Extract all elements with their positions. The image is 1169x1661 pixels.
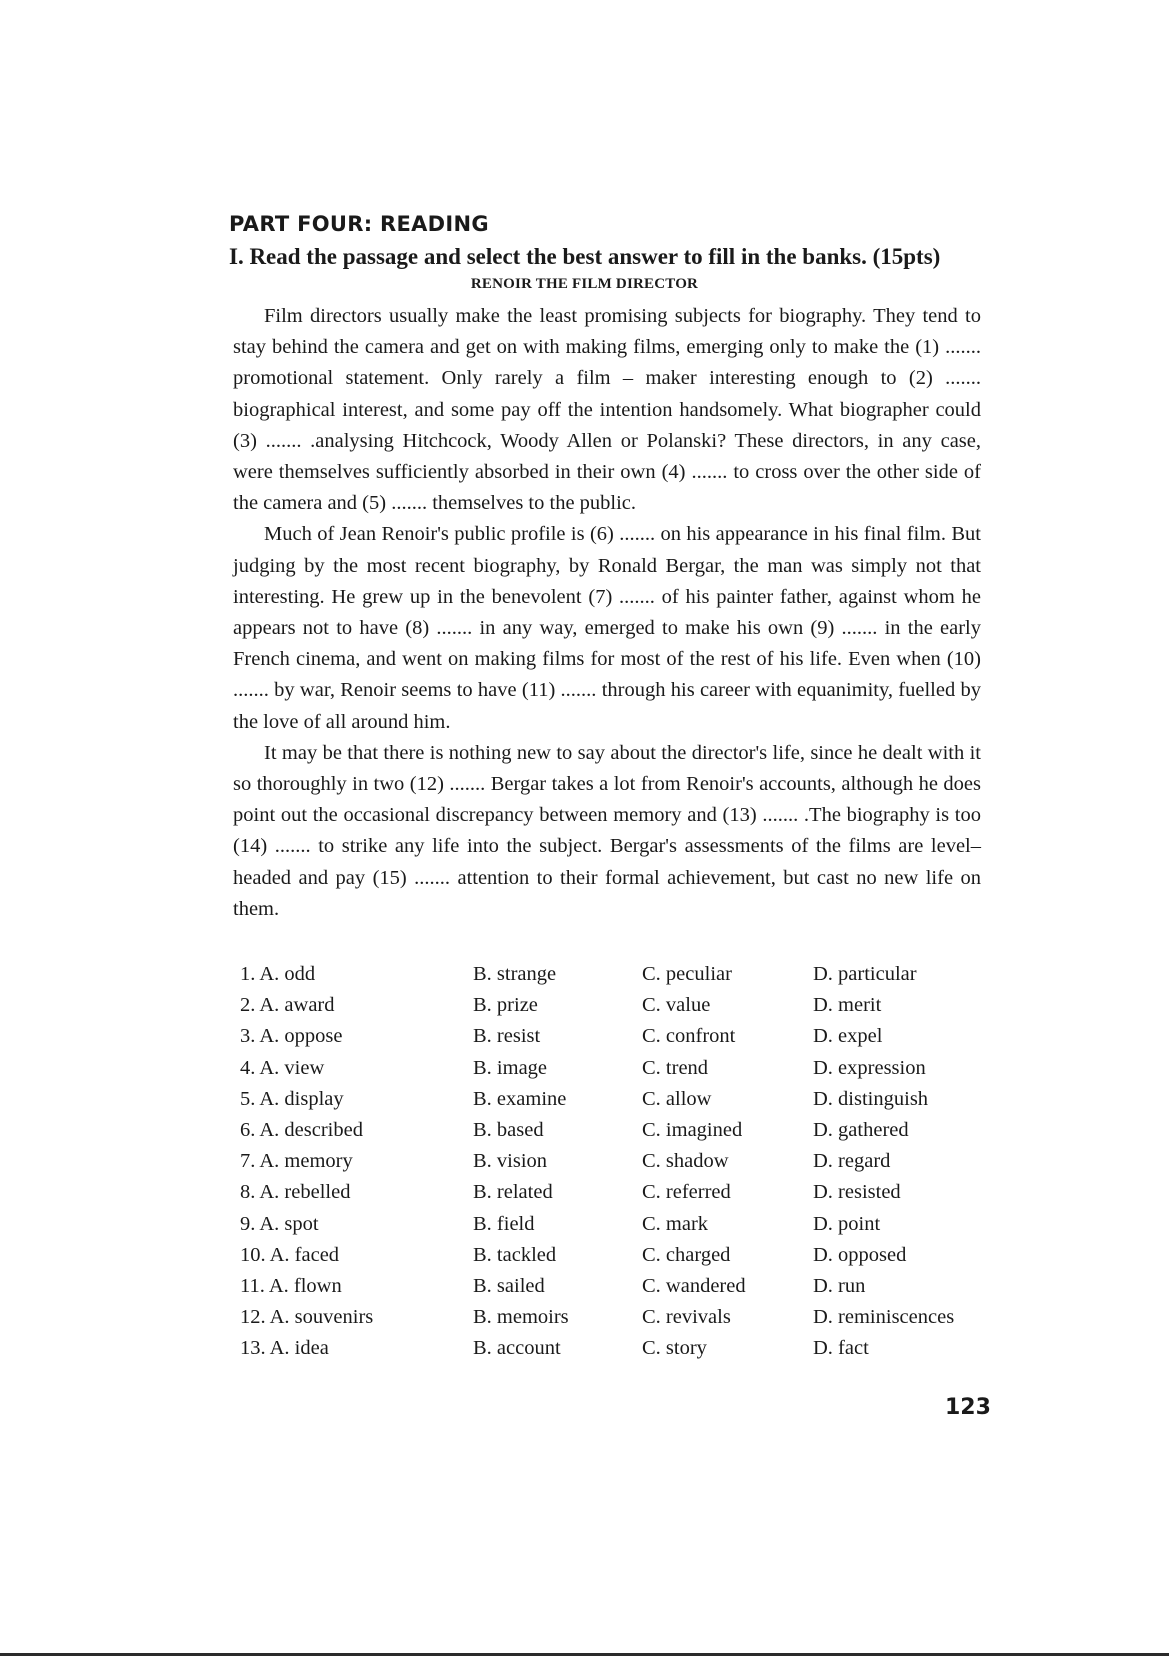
option-d: D. point (813, 1212, 881, 1235)
option-b: B. strange (473, 963, 557, 985)
option-b: B. image (473, 1056, 548, 1079)
option-row-5 (240, 1084, 980, 1115)
option-row-12 (240, 1302, 980, 1333)
option-d: D. regard (813, 1150, 891, 1173)
option-c: C. value (642, 994, 711, 1017)
option-row-13 (240, 1333, 980, 1364)
option-c: C. wandered (642, 1274, 746, 1297)
option-row-6 (240, 1115, 980, 1146)
option-c: C. trend (642, 1056, 709, 1079)
option-c: C. revivals (642, 1306, 731, 1329)
option-c: C. story (642, 1337, 707, 1360)
option-row-8 (240, 1177, 980, 1208)
option-a: 7. A. memory (240, 1150, 353, 1173)
option-a: 3. A. oppose (240, 1025, 343, 1048)
option-c: C. peculiar (642, 963, 732, 985)
option-b: B. account (473, 1337, 561, 1360)
option-b: B. tackled (473, 1243, 557, 1266)
option-a: 11. A. flown (240, 1274, 342, 1297)
option-a: 5. A. display (240, 1087, 344, 1110)
option-a: 4. A. view (240, 1056, 325, 1079)
option-row-7 (240, 1146, 980, 1177)
option-c: C. referred (642, 1181, 731, 1204)
option-d: D. opposed (813, 1243, 907, 1266)
option-d: D. expel (813, 1025, 883, 1048)
option-d: D. gathered (813, 1118, 909, 1141)
option-b: B. sailed (473, 1274, 545, 1297)
option-d: D. run (813, 1274, 866, 1297)
option-d: D. distinguish (813, 1087, 929, 1110)
option-b: B. memoirs (473, 1306, 569, 1329)
option-b: B. examine (473, 1087, 567, 1110)
passage-paragraph-1: Film directors usually make the least promising subjects for biography. They tend to stay behind the camera and get on with making films, emerging only to make the (1) ....... promotional statement. Only rarely a film – maker interesting enough to (2) ....... biographical interest, and some pay off the intention handsomely. What biographer could (3) ....... .analysing Hitchcock, Woody Allen or Polanski? These directors, in any case, were themselves sufficiently absorbed in their own (4) ....... to cross over the other side of the camera and (5) ....... themselves to the public. (233, 305, 981, 515)
passage-paragraph-3: It may be that there is nothing new to say about the director's life, since he dealt with it so thoroughly in two (12) ....... Bergar takes a lot from Renoir's accounts, although he does point out the occasional discrepancy between memory and (13) ....... .The biography is too (14) ....... to strike any life into the subject. Bergar's assessments of the films are level–headed and pay (15) ....... attention to their formal achievement, but cast no new life on them. (233, 741, 981, 920)
page-bottom-border (0, 1653, 1169, 1656)
answer-options-list (240, 959, 980, 1364)
option-a: 6. A. described (240, 1118, 363, 1141)
option-row-3 (240, 1021, 980, 1052)
option-a: 9. A. spot (240, 1212, 319, 1235)
option-c: C. mark (642, 1212, 709, 1235)
passage-title: RENOIR THE FILM DIRECTOR (470, 276, 699, 292)
option-row-9 (240, 1209, 980, 1240)
option-d: D. fact (813, 1337, 869, 1360)
option-c: C. imagined (642, 1118, 743, 1141)
option-d: D. expression (813, 1056, 926, 1079)
option-d: D. reminiscences (813, 1306, 955, 1329)
option-b: B. resist (473, 1025, 541, 1048)
option-d: D. particular (813, 963, 917, 985)
option-a: 1. A. odd (240, 963, 316, 985)
option-d: D. resisted (813, 1181, 901, 1204)
option-b: B. field (473, 1212, 535, 1235)
option-a: 13. A. idea (240, 1337, 329, 1360)
option-d: D. merit (813, 994, 882, 1017)
option-c: C. confront (642, 1025, 736, 1048)
exercise-instruction: I. Read the passage and select the best answer to fill in the banks. (15pts) (229, 244, 941, 269)
option-a: 12. A. souvenirs (240, 1306, 374, 1329)
option-row-10 (240, 1240, 980, 1271)
option-row-4 (240, 1053, 980, 1084)
option-b: B. based (473, 1118, 544, 1141)
option-row-2 (240, 990, 980, 1021)
option-a: 2. A. award (240, 994, 335, 1017)
option-b: B. related (473, 1181, 553, 1204)
passage-paragraph-2: Much of Jean Renoir's public profile is (6) ....... on his appearance in his final film. But judging by the most recent biography, by Ronald Bergar, the man was simply not that interesting. He grew up in the benevolent (7) ....... of his painter father, against whom he appears not to have (8) ....... in any way, emerged to make his own (9) ....... in the early French cinema, and went on making films for most of the rest of his life. Even when (10) ....... by war, Renoir seems to have (11) ....... through his career with equanimity, fuelled by the love of all around him. (233, 523, 981, 733)
page-number: 123 (945, 1395, 991, 1420)
option-row-11 (240, 1271, 980, 1302)
option-c: C. charged (642, 1243, 731, 1266)
option-c: C. allow (642, 1087, 712, 1110)
option-a: 8. A. rebelled (240, 1181, 351, 1204)
option-b: B. prize (473, 994, 538, 1017)
reading-passage (233, 301, 981, 925)
option-c: C. shadow (642, 1150, 729, 1173)
option-a: 10. A. faced (240, 1243, 340, 1266)
part-title: PART FOUR: READING (229, 212, 489, 236)
option-row-1 (240, 959, 980, 990)
option-b: B. vision (473, 1150, 548, 1173)
